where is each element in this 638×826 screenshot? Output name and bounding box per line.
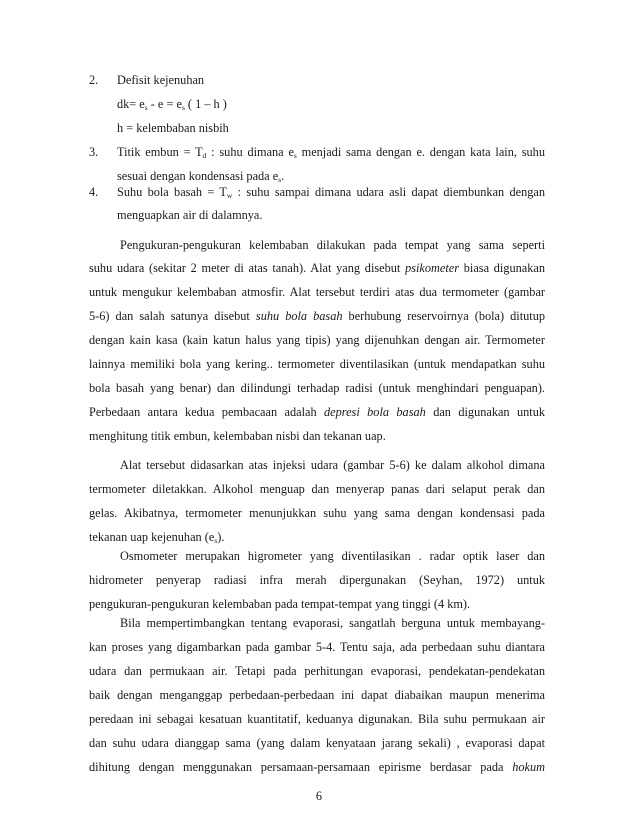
p1-line-3: untuk mengukur kelembaban atmosfir. Alat tersebut terdiri atas dua termometer (gambar: [89, 285, 545, 299]
p1-line-4: 5-6) dan salah satunya disebut suhu bola basah berhubung reservoirnya (bola) ditutup: [89, 309, 545, 323]
p4-line-7: dihitung dengan menggunakan persamaan-persamaan epirisme berdasar pada hokum: [89, 760, 545, 774]
list-number-3: 3.: [89, 145, 99, 159]
p3-line-2: hidrometer penyerap radiasi infra merah dipergunakan (Seyhan, 1972) untuk: [89, 573, 545, 587]
p1-line-7: bola basah yang benar) dan dilindungi terhadap radisi (untuk menghindari penguapan).: [89, 381, 545, 395]
list-item-4-line-1: Suhu bola basah = $T_w$ : suhu sampai dimana udara asli dapat diembunkan dengan: [117, 185, 545, 200]
list-item-4-line-2: menguapkan air di dalamnya.: [117, 208, 263, 222]
p4-line-1: Bila mempertimbangkan tentang evaporasi, sangatlah berguna untuk membayang-: [120, 616, 545, 630]
p3-line-1: Osmometer merupakan higrometer yang diventilasikan . radar optik laser dan: [120, 549, 545, 563]
formula-deficit: $dk= e_s - e = e_s$ ( 1 – h ): [117, 97, 227, 112]
list-number-2: 2.: [89, 73, 99, 87]
p1-line-2: suhu udara (sekitar 2 meter di atas tanah). Alat yang disebut psikometer biasa digunakan: [89, 261, 545, 275]
list-item-3-line-1: Titik embun = $T_d$ : suhu dimana $e_s$ menjadi sama dengan e. dengan kata lain, suhu: [117, 145, 545, 160]
p1-line-8: Perbedaan antara kedua pembacaan adalah depresi bola basah dan digunakan untuk: [89, 405, 545, 419]
p2-line-3: gelas. Akibatnya, termometer menunjukkan suhu yang sama dengan kondensasi pada: [89, 506, 545, 520]
p4-line-3: udara dan permukaan air. Tetapi pada perhitungan evaporasi, pendekatan-pendekatan: [89, 664, 545, 678]
p4-line-6: dan suhu udara dianggap sama (yang dalam kenyataan jarang sekali) , evaporasi dapat: [89, 736, 545, 750]
p2-line-1: Alat tersebut didasarkan atas injeksi udara (gambar 5-6) ke dalam alkohol dimana: [120, 458, 545, 472]
p3-line-3: pengukuran-pengukuran kelembaban pada tempat-tempat yang tinggi (4 km).: [89, 597, 471, 611]
p1-line-5: dengan kain kasa (kain katun halus yang tipis) yang dijenuhkan dengan air. Termometer: [89, 333, 545, 347]
list-number-4: 4.: [89, 185, 99, 199]
p4-line-4: baik dengan menganggap perbedaan-perbedaan ini dapat diabaikan maupun menerima: [89, 688, 545, 702]
list-item-3-line-2: sesuai dengan kondensasi pada $e_s$.: [117, 169, 285, 184]
p1-line-6: lainnya memiliki bola yang kering.. termometer diventilasikan (untuk mendapatkan suhu: [89, 357, 545, 371]
formula-note: h = kelembaban nisbih: [117, 121, 229, 135]
p2-line-4: tekanan uap kejenuhan $(e_s)$.: [89, 530, 225, 545]
p4-line-5: peredaan ini sebagai kesatuan kuantitatif, keduanya digunakan. Bila suhu permukaan air: [89, 712, 545, 726]
p1-line-1: Pengukuran-pengukuran kelembaban dilakukan pada tempat yang sama seperti: [120, 238, 545, 252]
page-number: 6: [315, 789, 323, 803]
p1-line-9: menghitung titik embun, kelembaban nisbi dan tekanan uap.: [89, 429, 386, 443]
list-item-2-title: Defisit kejenuhan: [117, 73, 205, 87]
p4-line-2: kan proses yang digambarkan pada gambar 5-4. Tentu saja, ada perbedaan suhu diantara: [89, 640, 545, 654]
p2-line-2: termometer diletakkan. Alkohol menguap dan menyerap panas dari selaput perak dan: [89, 482, 545, 496]
